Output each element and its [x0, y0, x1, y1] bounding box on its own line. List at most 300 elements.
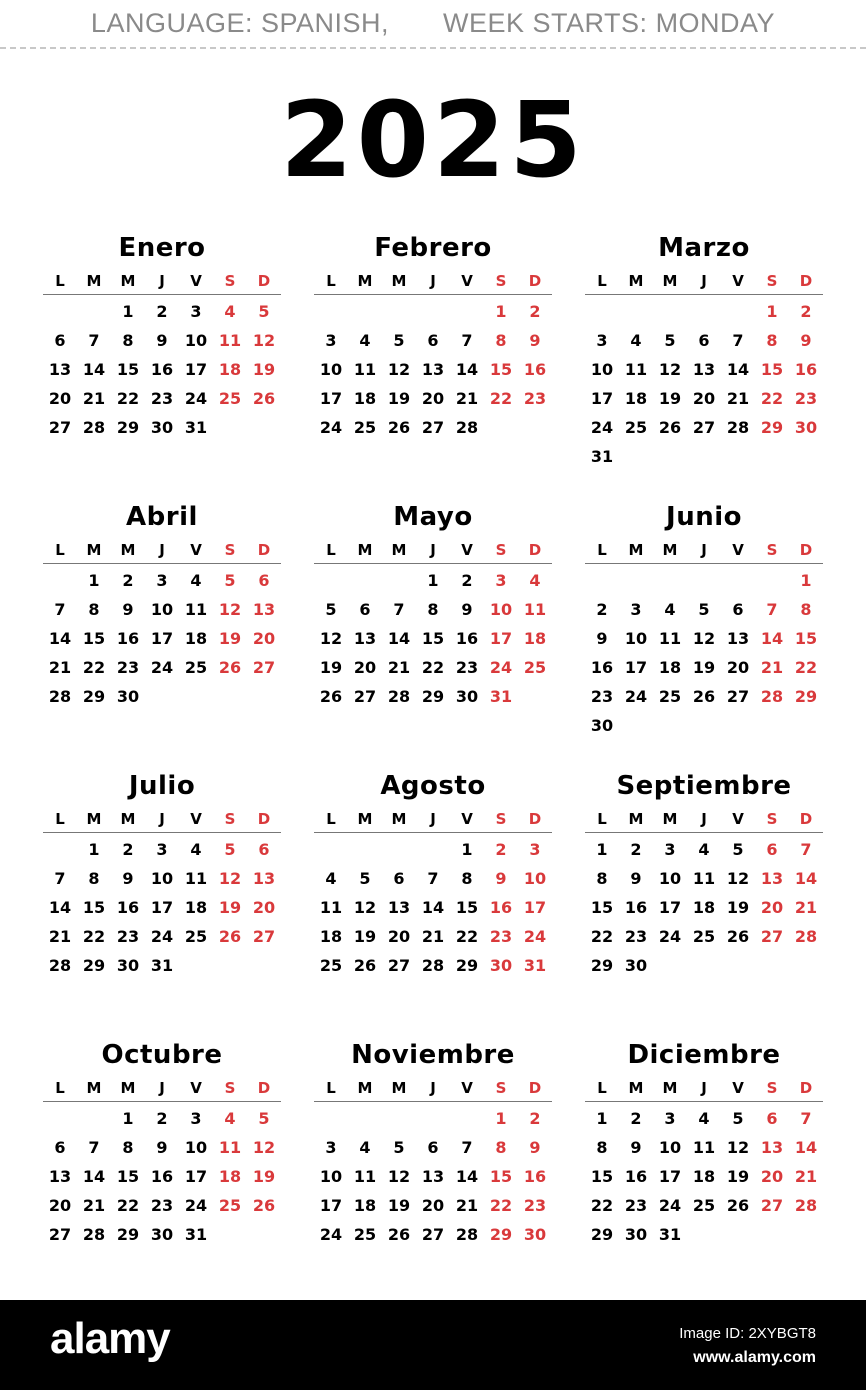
day-cell: 17: [658, 1167, 682, 1186]
day-cell: 26: [353, 956, 377, 975]
day-cell: 23: [590, 687, 614, 706]
day-cell: 21: [760, 658, 784, 677]
weekday-label: D: [799, 1079, 813, 1097]
weekday-label: M: [357, 272, 373, 290]
day-cell: 2: [461, 571, 473, 590]
month-name: Abril: [126, 502, 198, 532]
day-cell: 13: [760, 1138, 784, 1157]
empty-day-cell: [619, 297, 653, 326]
day-cell: 15: [82, 629, 106, 648]
weekday-label: D: [528, 1079, 542, 1097]
weekday-label: M: [357, 541, 373, 559]
day-cell: 12: [252, 331, 276, 350]
day-cell: 6: [766, 1109, 778, 1128]
weekday-header: [43, 806, 281, 833]
day-cell: 28: [794, 1196, 818, 1215]
image-id: Image ID: 2XYBGT8: [679, 1325, 816, 1342]
day-cell: 27: [726, 687, 750, 706]
day-cell: 5: [325, 600, 337, 619]
empty-day-cell: [416, 1104, 450, 1133]
day-cell: 2: [122, 571, 134, 590]
day-cell: 22: [82, 658, 106, 677]
week-row: [314, 326, 552, 355]
day-cell: 24: [590, 418, 614, 437]
day-cell: 5: [224, 840, 236, 859]
day-cell: 4: [190, 840, 202, 859]
weekday-label: M: [628, 1079, 644, 1097]
day-cell: 10: [319, 360, 343, 379]
day-cell: 20: [48, 389, 72, 408]
week-row: [585, 326, 823, 355]
empty-day-cell: [213, 682, 247, 711]
weekday-label: D: [528, 272, 542, 290]
day-cell: 3: [156, 571, 168, 590]
empty-day-cell: [755, 711, 789, 740]
day-cell: 18: [218, 1167, 242, 1186]
day-cell: 1: [88, 571, 100, 590]
day-cell: 27: [692, 418, 716, 437]
day-cell: 7: [88, 331, 100, 350]
day-cell: 24: [523, 927, 547, 946]
day-cell: 1: [122, 1109, 134, 1128]
week-row: [314, 864, 552, 893]
weekday-header: [585, 1075, 823, 1102]
day-cell: 5: [393, 331, 405, 350]
weekday-label: D: [257, 272, 271, 290]
weekday-label: M: [662, 272, 678, 290]
week-row: [43, 893, 281, 922]
weekday-label: M: [120, 541, 136, 559]
week-row: [43, 653, 281, 682]
day-cell: 25: [658, 687, 682, 706]
empty-day-cell: [687, 442, 721, 471]
weekday-label: M: [391, 1079, 407, 1097]
day-cell: 5: [224, 571, 236, 590]
day-cell: 3: [630, 600, 642, 619]
month-block: [585, 228, 823, 471]
day-cell: 11: [523, 600, 547, 619]
day-cell: 13: [252, 869, 276, 888]
day-cell: 9: [461, 600, 473, 619]
week-row: [314, 922, 552, 951]
month-block: [43, 766, 281, 980]
day-cell: 19: [726, 1167, 750, 1186]
day-cell: 21: [455, 389, 479, 408]
day-cell: 25: [523, 658, 547, 677]
weekday-label: M: [120, 1079, 136, 1097]
day-cell: 25: [353, 1225, 377, 1244]
day-cell: 27: [421, 418, 445, 437]
month-block: [585, 1035, 823, 1249]
day-cell: 25: [692, 927, 716, 946]
day-cell: 13: [48, 360, 72, 379]
weekday-label: V: [190, 1079, 202, 1097]
week-row: [585, 297, 823, 326]
empty-day-cell: [247, 1220, 281, 1249]
day-cell: 4: [224, 1109, 236, 1128]
empty-day-cell: [77, 297, 111, 326]
week-row: [43, 413, 281, 442]
week-row: [314, 1191, 552, 1220]
day-cell: 11: [624, 360, 648, 379]
day-cell: 8: [122, 1138, 134, 1157]
day-cell: 28: [726, 418, 750, 437]
day-cell: 6: [698, 331, 710, 350]
day-cell: 9: [156, 1138, 168, 1157]
day-cell: 30: [523, 1225, 547, 1244]
day-cell: 18: [692, 898, 716, 917]
day-cell: 29: [455, 956, 479, 975]
weekday-label: L: [326, 810, 336, 828]
month-name: Julio: [128, 771, 196, 801]
day-cell: 26: [726, 927, 750, 946]
day-cell: 28: [455, 1225, 479, 1244]
day-cell: 8: [495, 1138, 507, 1157]
day-cell: 24: [658, 927, 682, 946]
day-cell: 18: [624, 389, 648, 408]
day-cell: 9: [529, 1138, 541, 1157]
empty-day-cell: [619, 711, 653, 740]
day-cell: 12: [218, 869, 242, 888]
weekday-label: S: [766, 1079, 778, 1097]
weekday-label: V: [461, 541, 473, 559]
day-cell: 17: [319, 389, 343, 408]
weekday-label: V: [461, 1079, 473, 1097]
day-cell: 11: [184, 869, 208, 888]
weekday-label: L: [597, 1079, 607, 1097]
day-cell: 5: [258, 1109, 270, 1128]
weekday-label: J: [159, 1079, 165, 1097]
day-cell: 18: [319, 927, 343, 946]
day-cell: 11: [658, 629, 682, 648]
day-cell: 8: [495, 331, 507, 350]
day-cell: 6: [359, 600, 371, 619]
day-cell: 3: [156, 840, 168, 859]
day-cell: 10: [523, 869, 547, 888]
day-cell: 12: [353, 898, 377, 917]
day-cell: 14: [794, 869, 818, 888]
empty-day-cell: [314, 1104, 348, 1133]
empty-day-cell: [789, 442, 823, 471]
weekday-label: V: [732, 810, 744, 828]
empty-day-cell: [213, 1220, 247, 1249]
day-cell: 18: [658, 658, 682, 677]
day-cell: 24: [150, 927, 174, 946]
month-block: [585, 766, 823, 980]
day-cell: 12: [252, 1138, 276, 1157]
day-cell: 4: [529, 571, 541, 590]
day-cell: 18: [692, 1167, 716, 1186]
weekday-label: V: [461, 272, 473, 290]
day-cell: 14: [421, 898, 445, 917]
empty-day-cell: [789, 951, 823, 980]
day-cell: 2: [800, 302, 812, 321]
day-cell: 18: [523, 629, 547, 648]
weekday-label: S: [495, 272, 507, 290]
empty-day-cell: [314, 835, 348, 864]
empty-day-cell: [416, 297, 450, 326]
weekday-label: S: [224, 810, 236, 828]
day-cell: 7: [732, 331, 744, 350]
weekday-label: S: [224, 1079, 236, 1097]
day-cell: 11: [692, 1138, 716, 1157]
week-start-label: WEEK STARTS: MONDAY: [443, 8, 776, 38]
day-cell: 17: [150, 629, 174, 648]
day-cell: 25: [184, 927, 208, 946]
day-cell: 31: [150, 956, 174, 975]
day-cell: 22: [590, 927, 614, 946]
month-block: [585, 497, 823, 740]
day-cell: 3: [325, 331, 337, 350]
week-row: [314, 297, 552, 326]
empty-day-cell: [348, 566, 382, 595]
day-cell: 1: [88, 840, 100, 859]
weekday-label: M: [628, 810, 644, 828]
week-row: [585, 922, 823, 951]
day-cell: 31: [184, 418, 208, 437]
day-cell: 29: [794, 687, 818, 706]
empty-day-cell: [721, 442, 755, 471]
day-cell: 3: [664, 840, 676, 859]
weekday-label: M: [391, 272, 407, 290]
day-cell: 30: [150, 1225, 174, 1244]
month-name: Marzo: [658, 233, 750, 263]
day-cell: 25: [692, 1196, 716, 1215]
day-cell: 3: [495, 571, 507, 590]
day-cell: 6: [258, 840, 270, 859]
day-cell: 27: [252, 927, 276, 946]
day-cell: 14: [48, 629, 72, 648]
day-cell: 19: [353, 927, 377, 946]
day-cell: 20: [692, 389, 716, 408]
weekday-label: M: [662, 541, 678, 559]
day-cell: 14: [82, 1167, 106, 1186]
empty-day-cell: [653, 442, 687, 471]
day-cell: 17: [319, 1196, 343, 1215]
week-row: [43, 1162, 281, 1191]
day-cell: 4: [359, 1138, 371, 1157]
week-row: [585, 951, 823, 980]
weekday-header: [43, 1075, 281, 1102]
day-cell: 29: [82, 687, 106, 706]
day-cell: 25: [184, 658, 208, 677]
day-cell: 14: [387, 629, 411, 648]
week-row: [585, 442, 823, 471]
empty-day-cell: [755, 951, 789, 980]
day-cell: 2: [156, 302, 168, 321]
week-row: [314, 893, 552, 922]
weekday-label: M: [391, 810, 407, 828]
empty-day-cell: [653, 711, 687, 740]
day-cell: 8: [596, 1138, 608, 1157]
week-row: [585, 595, 823, 624]
week-row: [314, 1104, 552, 1133]
day-cell: 7: [461, 1138, 473, 1157]
day-cell: 22: [760, 389, 784, 408]
weekday-label: M: [120, 810, 136, 828]
day-cell: 23: [150, 389, 174, 408]
day-cell: 8: [461, 869, 473, 888]
empty-day-cell: [687, 566, 721, 595]
weekday-label: J: [430, 272, 436, 290]
week-row: [585, 864, 823, 893]
day-cell: 10: [658, 869, 682, 888]
day-cell: 19: [726, 898, 750, 917]
weekday-label: J: [159, 272, 165, 290]
weekday-label: L: [326, 541, 336, 559]
day-cell: 7: [461, 331, 473, 350]
day-cell: 8: [427, 600, 439, 619]
day-cell: 25: [624, 418, 648, 437]
day-cell: 16: [624, 898, 648, 917]
day-cell: 30: [455, 687, 479, 706]
day-cell: 19: [692, 658, 716, 677]
day-cell: 17: [523, 898, 547, 917]
empty-day-cell: [314, 297, 348, 326]
day-cell: 11: [353, 360, 377, 379]
day-cell: 4: [224, 302, 236, 321]
empty-day-cell: [43, 566, 77, 595]
day-cell: 11: [184, 600, 208, 619]
day-cell: 8: [88, 869, 100, 888]
day-cell: 28: [421, 956, 445, 975]
header-note: [0, 0, 866, 46]
week-row: [585, 653, 823, 682]
day-cell: 12: [726, 1138, 750, 1157]
day-cell: 19: [252, 360, 276, 379]
day-cell: 15: [489, 360, 513, 379]
day-cell: 25: [319, 956, 343, 975]
empty-day-cell: [382, 835, 416, 864]
week-row: [43, 922, 281, 951]
day-cell: 30: [794, 418, 818, 437]
day-cell: 8: [88, 600, 100, 619]
day-cell: 22: [421, 658, 445, 677]
week-row: [314, 653, 552, 682]
day-cell: 9: [122, 869, 134, 888]
empty-day-cell: [687, 951, 721, 980]
day-cell: 14: [48, 898, 72, 917]
day-cell: 1: [427, 571, 439, 590]
empty-day-cell: [348, 297, 382, 326]
empty-day-cell: [450, 1104, 484, 1133]
day-cell: 2: [156, 1109, 168, 1128]
day-cell: 12: [319, 629, 343, 648]
weekday-label: J: [430, 810, 436, 828]
day-cell: 28: [760, 687, 784, 706]
empty-day-cell: [755, 442, 789, 471]
year-title: 2025: [280, 79, 586, 201]
weekday-label: D: [799, 810, 813, 828]
month-block: [43, 228, 281, 442]
day-cell: 19: [218, 629, 242, 648]
day-cell: 20: [387, 927, 411, 946]
empty-day-cell: [619, 442, 653, 471]
day-cell: 4: [630, 331, 642, 350]
site-url: www.alamy.com: [693, 1349, 816, 1366]
weekday-label: J: [159, 541, 165, 559]
day-cell: 5: [393, 1138, 405, 1157]
day-cell: 21: [726, 389, 750, 408]
day-cell: 13: [421, 1167, 445, 1186]
day-cell: 3: [325, 1138, 337, 1157]
week-row: [314, 595, 552, 624]
weekday-label: D: [799, 272, 813, 290]
day-cell: 7: [393, 600, 405, 619]
empty-day-cell: [145, 682, 179, 711]
day-cell: 27: [421, 1225, 445, 1244]
month-block: [314, 497, 552, 711]
empty-day-cell: [382, 566, 416, 595]
day-cell: 4: [664, 600, 676, 619]
day-cell: 14: [455, 1167, 479, 1186]
month-name: Septiembre: [616, 771, 792, 801]
week-row: [314, 384, 552, 413]
weekday-label: M: [357, 1079, 373, 1097]
day-cell: 25: [218, 1196, 242, 1215]
weekday-label: S: [495, 541, 507, 559]
day-cell: 17: [184, 1167, 208, 1186]
week-row: [314, 951, 552, 980]
week-row: [585, 1104, 823, 1133]
day-cell: 21: [82, 1196, 106, 1215]
day-cell: 20: [726, 658, 750, 677]
weekday-header: [43, 537, 281, 564]
day-cell: 10: [489, 600, 513, 619]
empty-day-cell: [585, 297, 619, 326]
day-cell: 9: [800, 331, 812, 350]
day-cell: 22: [116, 389, 140, 408]
week-row: [43, 1133, 281, 1162]
day-cell: 9: [630, 869, 642, 888]
empty-day-cell: [213, 951, 247, 980]
day-cell: 21: [48, 927, 72, 946]
day-cell: 15: [489, 1167, 513, 1186]
day-cell: 16: [455, 629, 479, 648]
empty-day-cell: [619, 566, 653, 595]
day-cell: 27: [48, 418, 72, 437]
day-cell: 21: [82, 389, 106, 408]
day-cell: 2: [529, 302, 541, 321]
day-cell: 19: [319, 658, 343, 677]
day-cell: 22: [489, 1196, 513, 1215]
day-cell: 18: [184, 629, 208, 648]
day-cell: 20: [252, 898, 276, 917]
week-row: [585, 384, 823, 413]
day-cell: 4: [698, 1109, 710, 1128]
weekday-label: M: [86, 272, 102, 290]
weekday-label: V: [190, 810, 202, 828]
day-cell: 18: [353, 389, 377, 408]
month-name: Agosto: [380, 771, 486, 801]
weekday-label: M: [662, 810, 678, 828]
empty-day-cell: [653, 951, 687, 980]
weekday-label: V: [461, 810, 473, 828]
day-cell: 31: [523, 956, 547, 975]
day-cell: 2: [529, 1109, 541, 1128]
week-row: [585, 682, 823, 711]
day-cell: 24: [319, 418, 343, 437]
day-cell: 5: [258, 302, 270, 321]
weekday-label: D: [257, 1079, 271, 1097]
day-cell: 16: [150, 360, 174, 379]
day-cell: 22: [116, 1196, 140, 1215]
day-cell: 12: [692, 629, 716, 648]
day-cell: 12: [726, 869, 750, 888]
day-cell: 20: [252, 629, 276, 648]
day-cell: 8: [766, 331, 778, 350]
day-cell: 24: [319, 1225, 343, 1244]
